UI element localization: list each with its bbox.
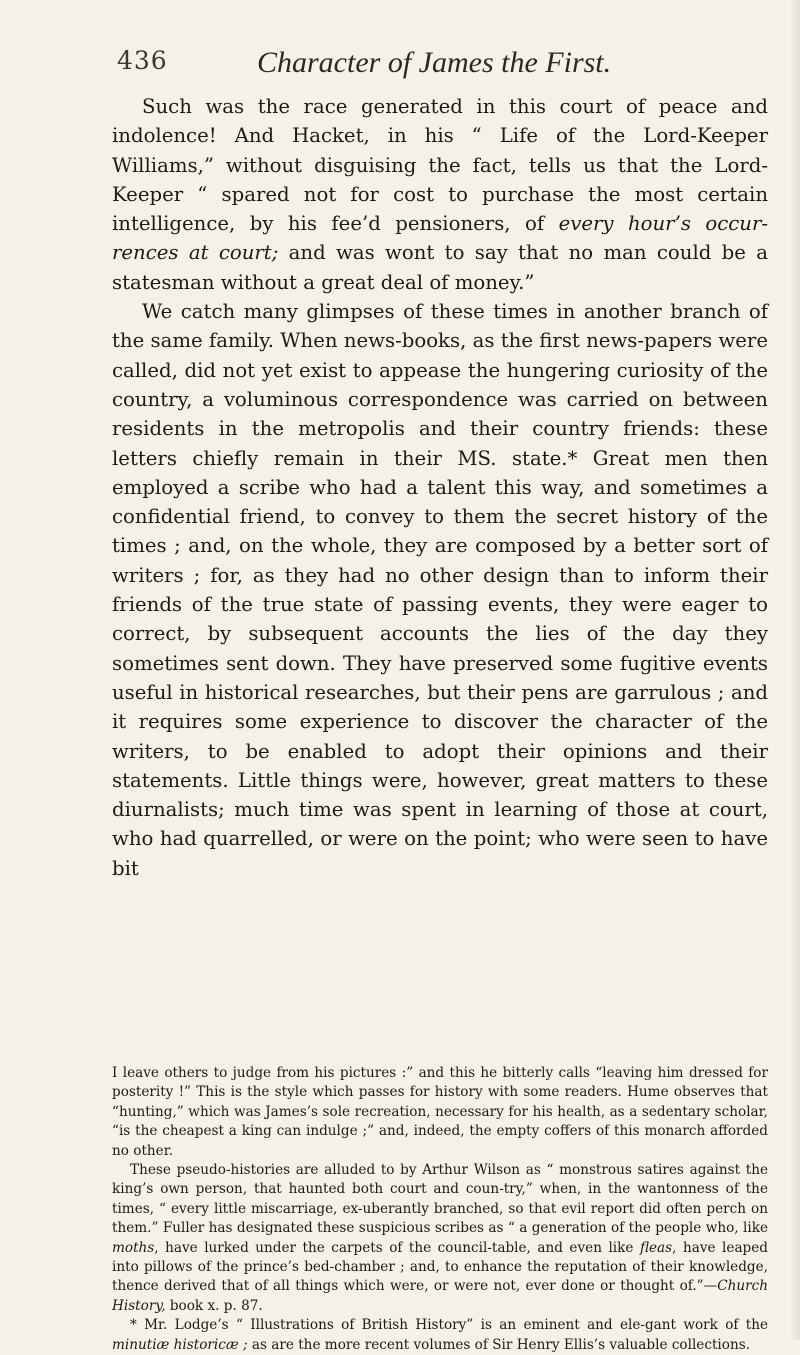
footnote-3-italic: minutiæ historicæ ; xyxy=(112,1336,248,1353)
page-number: 436 xyxy=(117,46,168,75)
paragraph-1 xyxy=(112,92,768,297)
footnote-3-text-a: * Mr. Lodge’s “ Illustrations of British History” is an eminent and ele-gant work of the xyxy=(130,1317,768,1334)
running-head: Character of James the First. xyxy=(257,46,612,79)
footnotes xyxy=(112,1064,768,1355)
footnote-3-text-c: as are the more recent volumes of Sir Henry Ellis’s valuable collections. xyxy=(247,1336,751,1353)
paragraph-2: We catch many glimpses of these times in another branch of the same family. When news-books, as the first news-papers were called, did not yet exist to appease the hungering curiosity of the country, a voluminous correspondence was carried on between residents in the metropolis and their country friends: these letters chiefly remain in their MS. state.* Great men then employed a scribe who had a talent this way, and sometimes a confidential friend, to convey to them the secret history of the times ; and, on the whole, they are composed by a better sort of writers ; for, as they had no other design than to inform their friends of the true state of passing events, they were eager to correct, by subsequent accounts the lies of the day they sometimes sent down. They have preserved some fugitive events useful in historical researches, but their pens are garrulous ; and it requires some experience to discover the character of the writers, to be enabled to adopt their opinions and their statements. Little things were, however, great matters to these diurnalists; much time was spent in learning of those at court, who had quarrelled, or were on the point; who were seen to have bit xyxy=(112,300,768,880)
footnote-2-citation: Church History, xyxy=(112,1278,768,1314)
paragraph-1-text-c: and was wont to say that no man could be a statesman without a great deal of money.” xyxy=(112,241,768,294)
footnote-2-text-d: book x. p. 87. xyxy=(165,1297,263,1314)
main-text xyxy=(112,92,768,883)
page-header xyxy=(117,46,757,86)
footnote-2-text-c: , have leaped into pillows of the prince’s bed-chamber ; and, to enhance the reputation of their knowledge, thence derived that of all things which were, or were not, ever done or thought of.”— xyxy=(112,1239,768,1295)
footnote-2-text-b: , have lurked under the carpets of the council-table, and even like xyxy=(154,1239,640,1256)
page-edge-shadow xyxy=(790,0,800,1340)
footnote-continued: I leave others to judge from his pictures :” and this he bitterly calls “leaving him dressed for posterity !” This is the style which passes for history with some readers. Hume observes that “hunting,” which was James’s sole recreation, necessary for his health, as a sedentary scholar, “is the cheapest a king can indulge ;” and, indeed, the empty coffers of this monarch afforded no other. xyxy=(112,1065,768,1159)
footnote-pseudo-histories xyxy=(112,1161,768,1316)
footnote-2-text-a: These pseudo-histories are alluded to by Arthur Wilson as “ monstrous satires against the king’s own person, that haunted both court and coun-try,” when, in the wantonness of the times, “ every little miscarriage, ex-uberantly branched, so that evil report did often perch on them.” Fuller has designated these suspicious scribes as “ a generation of the people who, like xyxy=(112,1162,768,1237)
footnote-lodge xyxy=(112,1316,768,1355)
footnote-2-italic-fleas: fleas xyxy=(639,1239,673,1256)
footnote-2-italic-moths: moths xyxy=(112,1239,155,1256)
paragraph-1-italic: every hour’s occur-rences at court; xyxy=(112,212,769,265)
paragraph-1-text-a: Such was the race generated in this court of peace and indolence! And Hacket, in his “ Life of the Lord-Keeper Williams,” without disguising the fact, tells us that the Lord-Keeper “ spared not for cost to purchase the most certain intelligence, by his fee’d pensioners, of xyxy=(112,95,768,236)
